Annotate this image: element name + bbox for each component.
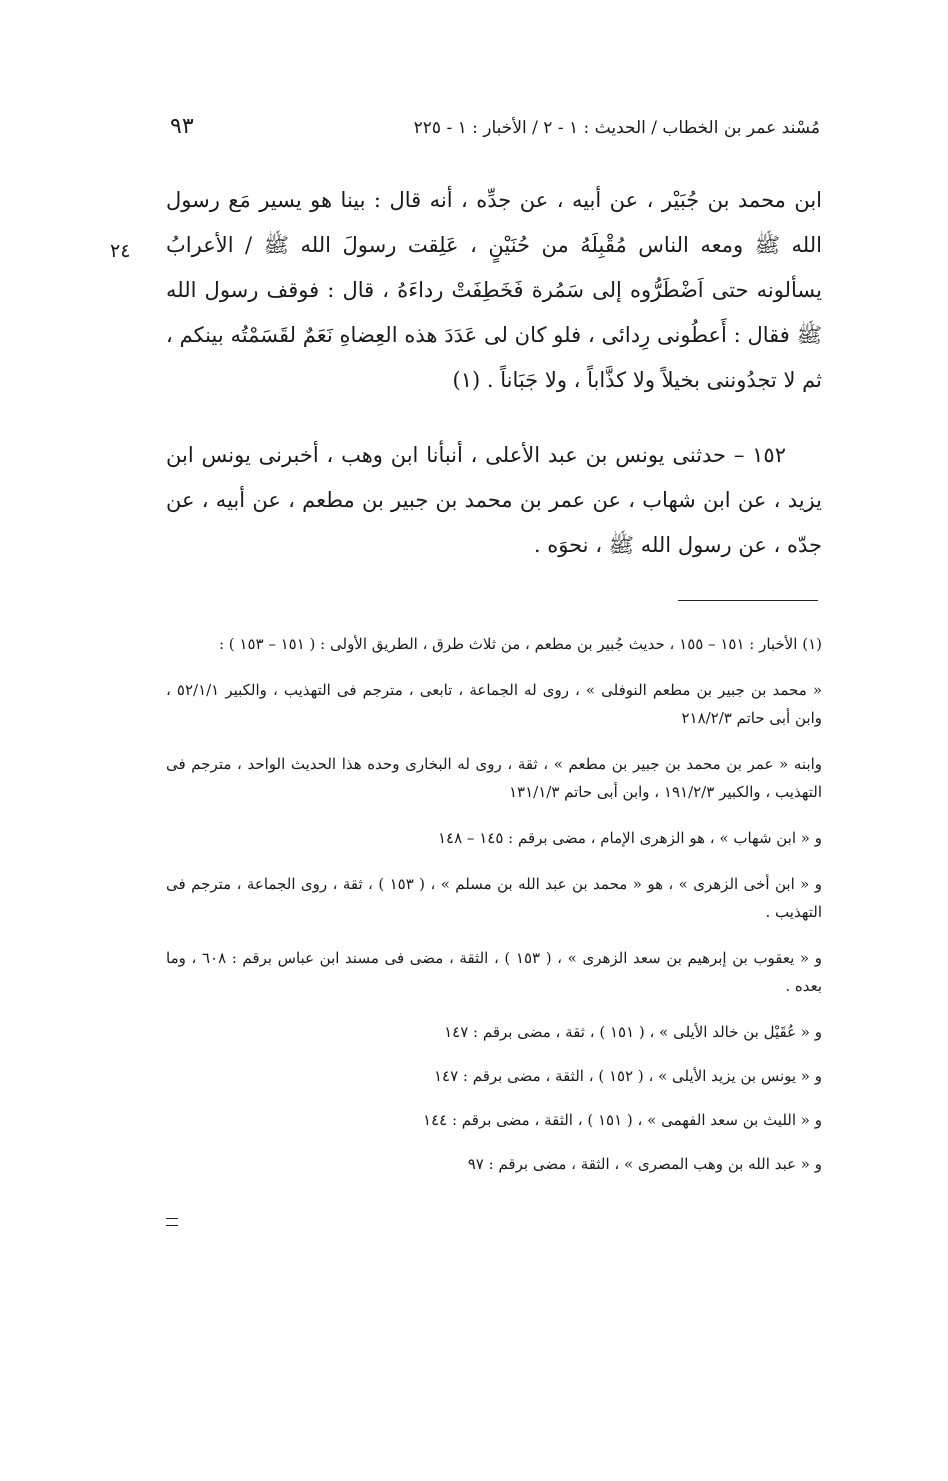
list-item: و « عُقَيْل بن خالد الأيلى » ، ( ١٥١ ) ، ثقة ، مضى برقم : ١٤٧ [444,1023,822,1041]
footnote-narrator-umar: وابنه « عمر بن محمد بن جبير بن مطعم » ، ثقة ، روى له البخارى وحده هذا الحديث الواحد ، مترجم فى التهذيب ، والكبير ١٩١/٢/٣ ، وابن أبى حاتم ١٣١/١/٣ [166,755,822,801]
list-item: و « الليث بن سعد الفهمى » ، ( ١٥١ ) ، الثقة ، مضى برقم : ١٤٤ [423,1111,822,1129]
main-text [166,178,822,568]
paragraph-151-continuation: ابن محمد بن جُبَيْر ، عن أبيه ، عن جدِّه ، أنه قال : بينا هو يسير مَع رسول الله ﷺ ومعه الناس مُقْبِلَهُ من حُنَيْنٍ ، عَلِقت رسولَ الله ﷺ / الأعرابُ يسألونه حتى اَضْطَرُّوه إلى سَمُرة فَخَطِفَتْ رداءَهُ ، قال : فوقف رسول الله ﷺ فقال : أَعطُونى رِدائى ، فلو كان لى عَدَدَ هذه العِضاهِ نَعَمٌ لقَسَمْتُه بينكم ، ثم لا تجدُوننى بخيلاً ولا كذَّاباً ، ولا جَبَاناً . (١) [166,188,822,392]
footnote-narrator-ibn-shihab: و « ابن شهاب » ، هو الزهرى الإمام ، مضى برقم : ١٤٥ – ١٤٨ [437,829,822,847]
footnote-narrator-muhammad: « محمد بن جبير بن مطعم النوفلى » ، روى له الجماعة ، تابعى ، مترجم فى التهذيب ، والكبير ٥٢/١/١ ، وابن أبى حاتم ٢١٨/٢/٣ [166,681,822,727]
list-item: و « يونس بن يزيد الأيلى » ، ( ١٥٢ ) ، الثقة ، مضى برقم : ١٤٧ [433,1067,822,1085]
footnotes [166,630,822,1194]
running-header [170,114,820,148]
page-number: ٩٣ [170,114,194,139]
footnote-narrator-ibn-akhi-zuhri: و « ابن أخى الزهرى » ، هو « محمد بن عبد الله بن مسلم » ، ( ١٥٣ ) ، ثقة ، روى الجماعة ، مترجم فى التهذيب . [166,875,822,921]
footnote-1: (١) الأخبار : ١٥١ – ١٥٥ ، حديث جُبير بن مطعم ، من ثلاث طرق ، الطريق الأولى : ( ١٥١ – ١٥٣ ) : [218,635,822,653]
narrator-list [332,1018,822,1178]
running-title: مُسْند عمر بن الخطاب / الحديث : ١ - ٢ / الأخبار : ١ - ٢٢٥ [413,118,820,138]
footnote-separator [678,600,818,601]
margin-marker: ٢٤ [110,240,131,262]
list-item: و « عبد الله بن وهب المصرى » ، الثقة ، مضى برقم : ٩٧ [467,1155,822,1173]
paragraph-152: ١٥٢ – حدثنى يونس بن عبد الأعلى ، أنبأنا ابن وهب ، أخبرنى يونس ابن يزيد ، عن ابن شهاب ، عن عمر بن محمد بن جبير بن مطعم ، عن أبيه ، عن جدّه ، عن رسول الله ﷺ ، نحوَه . [166,443,822,557]
continuation-mark [166,1218,178,1226]
footnote-narrator-yaqub: و « يعقوب بن إبرهيم بن سعد الزهرى » ، ( ١٥٣ ) ، الثقة ، مضى فى مسند ابن عباس برقم : ٦٠٨ ، وما بعده . [166,949,822,995]
